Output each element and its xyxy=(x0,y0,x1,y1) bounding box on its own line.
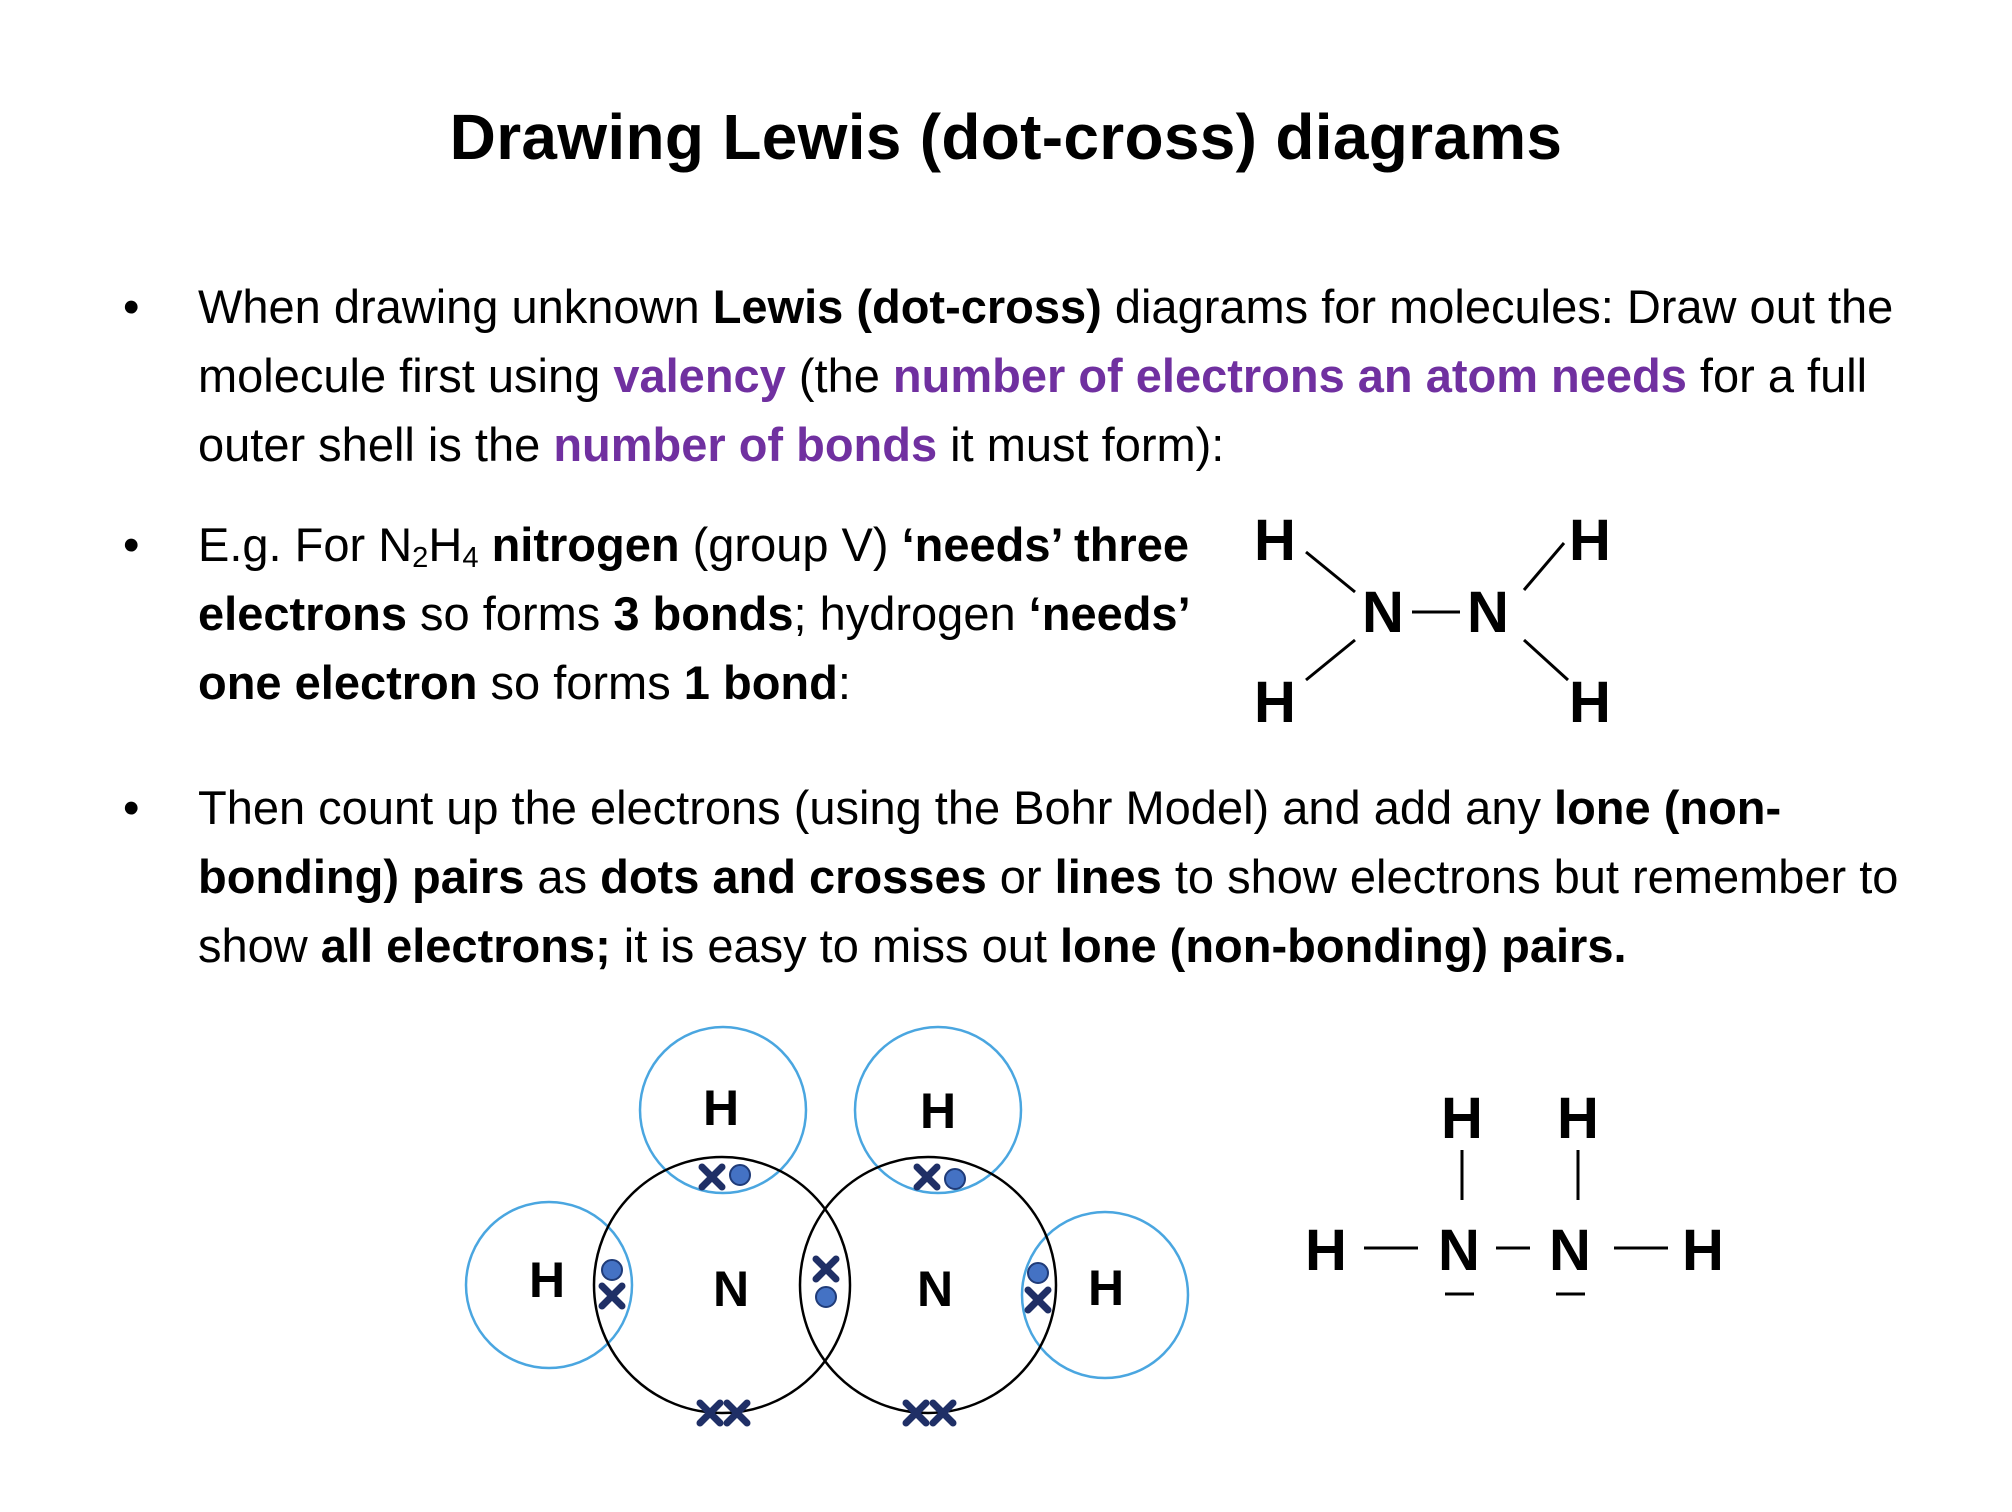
atom-n: N xyxy=(712,1261,750,1317)
text-segment: 3 bonds xyxy=(613,587,794,640)
text-segment: dots and crosses xyxy=(600,850,987,903)
text-segment: number of bonds xyxy=(553,418,938,471)
atom-h: H xyxy=(1087,1260,1125,1316)
atom-h: H xyxy=(1254,508,1296,573)
text-segment: valency xyxy=(613,349,786,402)
text-segment: lone (non-bonding) pairs xyxy=(198,781,1782,903)
text-segment: lone (non-bonding) pairs. xyxy=(1060,919,1627,972)
atom-h: H xyxy=(1254,670,1296,735)
atom-h: H xyxy=(528,1252,566,1308)
text-segment: 2 xyxy=(412,541,429,574)
text-segment: 4 xyxy=(462,541,479,574)
text-segment: : xyxy=(837,656,851,709)
atom-h: H xyxy=(1569,508,1611,573)
atom-h: H xyxy=(1569,670,1611,735)
text-segment: E.g. For N xyxy=(198,518,413,571)
atom-n: N xyxy=(1467,580,1509,645)
text-segment: ; hydrogen xyxy=(793,587,1029,640)
atom-n: N xyxy=(916,1261,954,1317)
atom-h: H xyxy=(919,1083,957,1139)
text-segment: as xyxy=(524,850,601,903)
atom-n: N xyxy=(1362,580,1404,645)
text-segment: to show electrons but remember to show xyxy=(198,850,1912,972)
text-segment: nitrogen xyxy=(491,518,680,571)
page-title: Drawing Lewis (dot-cross) diagrams xyxy=(449,101,1563,173)
bullet-marker: • xyxy=(123,781,140,834)
text-segment: so forms xyxy=(406,587,614,640)
text-segment: ‘needs’ one electron xyxy=(198,587,1202,709)
text-segment: so forms xyxy=(477,656,684,709)
text-segment: number of electrons an atom needs xyxy=(892,349,1687,402)
atom-n: N xyxy=(1549,1218,1591,1283)
text-segment: diagrams for molecules: Draw out the molecule first using xyxy=(198,280,1907,402)
text-segment: or xyxy=(986,850,1055,903)
text-segment: Then count up the electrons (using the Bohr Model) and add any xyxy=(198,781,1555,834)
bullet-marker: • xyxy=(123,518,140,571)
bullet-marker: • xyxy=(123,280,140,333)
atom-h: H xyxy=(1305,1218,1347,1283)
text-segment: (the xyxy=(785,349,893,402)
text-segment: When drawing unknown xyxy=(198,280,713,333)
text-segment: 1 bond xyxy=(683,656,838,709)
text-segment: (group V) xyxy=(679,518,902,571)
atom-h: H xyxy=(1682,1218,1724,1283)
atom-h: H xyxy=(702,1080,740,1136)
text-segment: ‘needs’ three electrons xyxy=(198,518,1203,640)
text-segment: it is easy to miss out xyxy=(610,919,1060,972)
text-segment: for a full outer shell is the xyxy=(198,349,1881,471)
atom-h: H xyxy=(1557,1086,1599,1151)
text-segment: it must form): xyxy=(937,418,1225,471)
atom-n: N xyxy=(1438,1218,1480,1283)
text-segment: all electrons; xyxy=(320,919,611,972)
text-segment: H xyxy=(428,518,463,571)
atom-h: H xyxy=(1441,1086,1483,1151)
text-segment: lines xyxy=(1054,850,1162,903)
text-segment: Lewis (dot-cross) xyxy=(712,280,1102,333)
